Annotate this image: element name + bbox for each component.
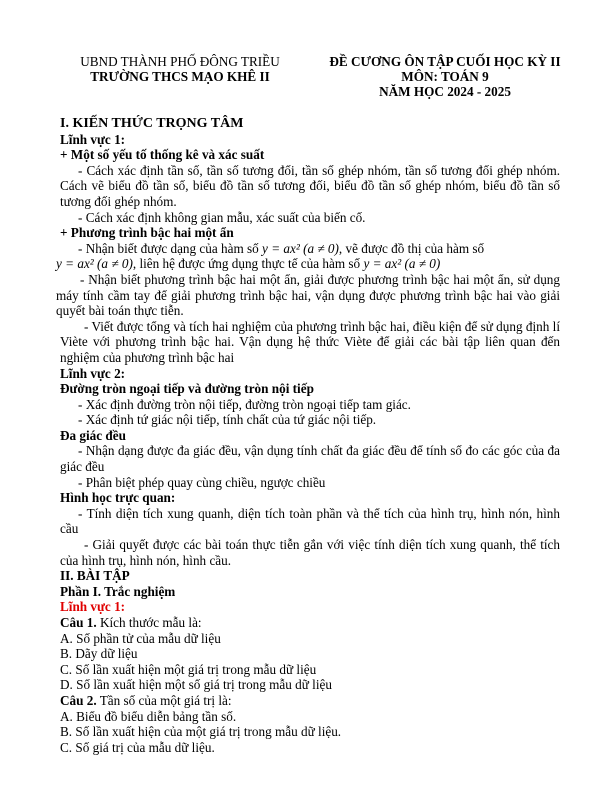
paragraph: - Phân biệt phép quay cùng chiều, ngược chiều: [78, 474, 326, 490]
topic-heading: + Phương trình bậc hai một ẩn: [60, 225, 234, 241]
question-label: Câu 1.: [60, 615, 97, 630]
answer-option: B. Số lần xuất hiện của một giá trị trong mẫu dữ liệu.: [60, 724, 342, 740]
paragraph: - Nhận dạng được đa giác đều, vận dụng tính chất đa giác đều để tính số đo các góc của đa giác đều: [60, 443, 560, 475]
document-body: [56, 114, 560, 755]
question: [60, 693, 560, 709]
paragraph: - Viết được tổng và tích hai nghiệm của phương trình bậc hai, điều kiện để sử dụng định lí Viète với phương trình bậc hai. Vận dụng hệ thức Viète để giải các bài tập liên quan đến nghiệm của phương trình bậc hai: [60, 318, 560, 365]
authority-name: UBND THÀNH PHỐ ĐÔNG TRIỀU: [80, 54, 280, 69]
section-heading: II. BÀI TẬP: [60, 568, 130, 584]
subject-label: MÔN: TOÁN 9: [401, 69, 489, 84]
school-name: TRƯỜNG THCS MẠO KHÊ II: [90, 69, 270, 84]
topic-heading: Đường tròn ngoại tiếp và đường tròn nội tiếp: [60, 381, 314, 397]
question-text: Kích thước mẫu là:: [96, 615, 202, 630]
formula: y = ax² (a ≠ 0): [262, 240, 339, 256]
paragraph: - Xác định tứ giác nội tiếp, tính chất của tứ giác nội tiếp.: [78, 412, 377, 428]
header-right: [305, 54, 585, 99]
text-span: , vẽ được đồ thị của hàm số: [338, 240, 485, 256]
answer-option: A. Số phần tử của mẫu dữ liệu: [60, 630, 221, 646]
field-heading: Lĩnh vực 2:: [60, 365, 126, 381]
paragraph: - Cách xác định không gian mẫu, xác suất của biến cố.: [78, 209, 366, 225]
field-heading: Lĩnh vực 1:: [60, 131, 126, 147]
field-heading: Lĩnh vực 1:: [60, 599, 126, 615]
topic-heading: Hình học trực quan:: [60, 490, 176, 506]
question-text: Tần số của một giá trị là:: [96, 692, 232, 708]
question-label: Câu 2.: [60, 692, 97, 708]
paragraph: - Giải quyết được các bài toán thực tiễn gắn với việc tính diện tích xung quanh, thể tích của hình trụ, hình nón, hình cầu.: [60, 537, 560, 568]
header-left: [60, 54, 300, 84]
text-span: - Nhận biết được dạng của hàm số: [78, 240, 259, 256]
text-span: , liên hệ được ứng dụng thực tế của hàm số: [132, 256, 361, 272]
paragraph: - Xác định đường tròn nội tiếp, đường tròn ngoại tiếp tam giác.: [78, 396, 411, 412]
topic-heading: + Một số yếu tố thống kê và xác suất: [60, 147, 265, 163]
question: [60, 615, 560, 631]
answer-option: A. Biểu đồ biểu diễn bảng tần số.: [60, 708, 237, 724]
answer-option: D. Số lần xuất hiện một số giá trị trong mẫu dữ liệu: [60, 677, 332, 693]
section-heading: I. KIẾN THỨC TRỌNG TÂM: [60, 116, 244, 131]
paragraph: - Tính diện tích xung quanh, diện tích toàn phần và thể tích của hình trụ, hình nón, hình cầu: [60, 505, 560, 537]
paragraph-with-formula: [56, 256, 560, 272]
answer-option: B. Dãy dữ liệu: [60, 646, 138, 662]
paragraph: - Nhận biết phương trình bậc hai một ẩn, giải được phương trình bậc hai một ẩn, sử dụng máy tính cầm tay để giải phương trình bậc hai, vận dụng được phương trình bậc hai vào giải quyết bài toán thực tiễn.: [56, 271, 560, 319]
formula: y = ax² (a ≠ 0): [363, 256, 441, 272]
answer-option: C. Số giá trị của mẫu dữ liệu.: [60, 739, 215, 755]
part-heading: Phần I. Trắc nghiệm: [60, 583, 176, 599]
formula: y = ax² (a ≠ 0): [56, 256, 133, 272]
paragraph: - Cách xác định tần số, tần số tương đối, tần số ghép nhóm, tần số tương đối ghép nhóm. Cách vẽ biểu đồ tần số, biểu đồ tần số tương đối, biểu đồ tần số ghép nhóm, biểu đồ tần số tương đối ghép nhóm.: [60, 162, 560, 209]
school-year: NĂM HỌC 2024 - 2025: [379, 84, 511, 99]
document-title: ĐỀ CƯƠNG ÔN TẬP CUỐI HỌC KỲ II: [329, 54, 561, 69]
paragraph-with-formula: [60, 241, 560, 257]
topic-heading: Đa giác đều: [60, 427, 126, 443]
answer-option: C. Số lần xuất hiện một giá trị trong mẫu dữ liệu: [60, 661, 317, 677]
